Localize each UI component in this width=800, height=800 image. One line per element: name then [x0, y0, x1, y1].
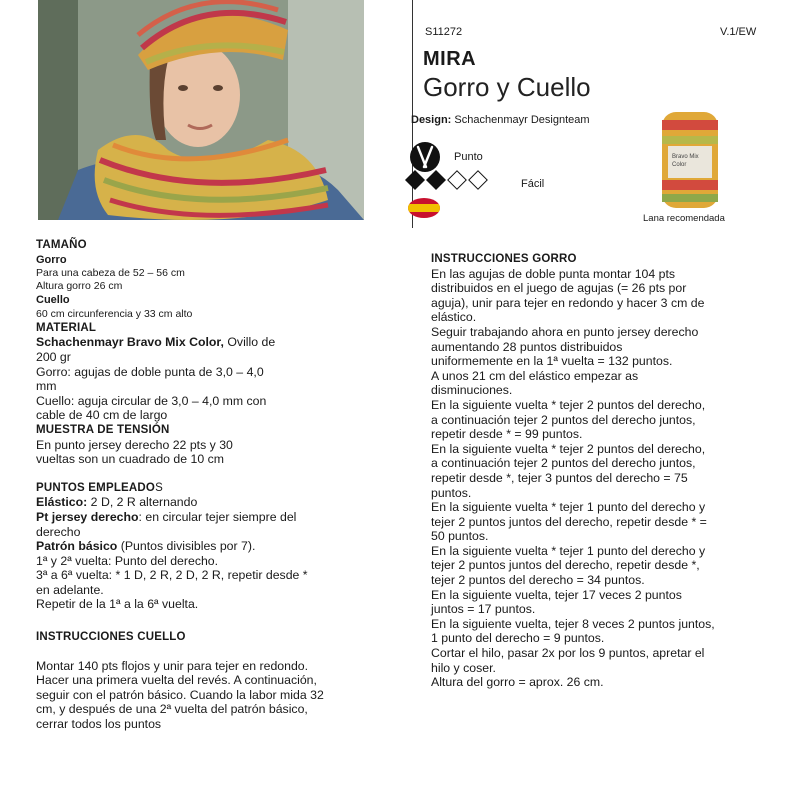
patron-line: en adelante.	[36, 582, 104, 597]
model-photo	[38, 0, 364, 220]
gorro-instruction-line: En la siguiente vuelta * tejer 2 puntos del derecho,	[431, 441, 706, 456]
cuello-instruction-line: Montar 140 pts flojos y unir para tejer en redondo.	[36, 658, 309, 673]
size-heading: TAMAÑO	[36, 239, 87, 251]
gorro-instruction-line: repetir desde *, tejer 3 puntos del derecho = 75	[431, 470, 688, 485]
gorro-instruction-line: En la siguiente vuelta * tejer 1 punto del derecho y	[431, 543, 706, 558]
material-gorro-cont: mm	[36, 379, 57, 394]
material-heading: MATERIAL	[36, 321, 97, 334]
pattern-code: S11272	[425, 26, 463, 38]
right-column	[431, 252, 776, 690]
gorro-instruction-line: a continuación tejer 2 puntos del derecho juntos,	[431, 412, 696, 427]
yarn-ball-image	[660, 110, 720, 210]
difficulty-diamond-icon	[447, 170, 467, 190]
difficulty-rating	[408, 173, 492, 187]
gauge-line: vueltas son un cuadrado de 10 cm	[36, 452, 224, 467]
material-cuello-cont: cable de 40 cm de largo	[36, 408, 168, 423]
gorro-instruction-line: 1 punto del derecho = 9 puntos.	[431, 631, 605, 646]
gorro-instruction-line: En la siguiente vuelta * tejer 1 punto del derecho y	[431, 500, 706, 515]
stitch-elastico	[36, 495, 371, 510]
cuello-instruction-line: Hacer una primera vuelta del revés. A continuación,	[36, 673, 317, 688]
svg-text:Color: Color	[672, 162, 687, 168]
gorro-instruction-line: 50 puntos.	[431, 529, 489, 544]
gorro-instruction-line: a continuación tejer 2 puntos del derecho juntos,	[431, 456, 696, 471]
stitches-heading-text: PUNTOS EMPLEADO	[36, 481, 156, 494]
stitch-jersey-name: Pt jersey derecho	[36, 509, 139, 524]
gauge-heading: MUESTRA DE TENSIÓN	[36, 423, 170, 436]
patron-line: 3ª a 6ª vuelta: * 1 D, 2 R, 2 D, 2 R, repetir desde *	[36, 568, 308, 583]
stitch-patron-name: Patrón básico	[36, 539, 118, 554]
left-column	[36, 238, 371, 732]
material-yarn-weight: 200 gr	[36, 349, 71, 364]
gorro-instruction-line: tejer 2 puntos juntos del derecho, repetir desde * =	[431, 514, 707, 529]
design-value: Schachenmayr Designteam	[454, 114, 590, 126]
stitch-elastico-name: Elástico:	[36, 495, 88, 510]
stitch-elastico-desc: 2 D, 2 R alternando	[87, 495, 198, 510]
gorro-instructions	[431, 267, 776, 690]
stitch-jersey-cont: derecho	[36, 524, 81, 539]
material-gorro: Gorro: agujas de doble punta de 3,0 – 4,0	[36, 364, 264, 379]
technique-label: Punto	[454, 151, 483, 163]
gorro-instruction-line: aumentando 28 puntos distribuidos	[431, 339, 623, 354]
gorro-instruction-line: En las agujas de doble punta montar 104 pts	[431, 266, 676, 281]
gorro-instructions-heading: INSTRUCCIONES GORRO	[431, 253, 577, 265]
stitch-patron	[36, 539, 371, 554]
gorro-instruction-line: tejer 2 puntos juntos del derecho, repetir desde *,	[431, 558, 700, 573]
svg-text:Bravo Mix: Bravo Mix	[672, 154, 699, 160]
stitches-heading	[36, 481, 371, 496]
material-yarn	[36, 335, 371, 350]
gorro-instruction-line: A unos 21 cm del elástico empezar as	[431, 368, 639, 383]
stitches-heading-end: S	[155, 481, 163, 494]
cuello-instructions-heading: INSTRUCCIONES CUELLO	[36, 631, 186, 644]
cuello-size-line: 60 cm circunferencia y 33 cm alto	[36, 307, 193, 320]
gorro-height-line: Altura gorro 26 cm	[36, 280, 123, 293]
gorro-size-label: Gorro	[36, 253, 67, 266]
gauge-line: En punto jersey derecho 22 pts y 30	[36, 437, 233, 452]
difficulty-diamond-icon	[405, 170, 425, 190]
gorro-instruction-line: repetir desde * = 99 puntos.	[431, 427, 583, 442]
cuello-instruction-line: cerrar todos los puntos	[36, 717, 162, 732]
gorro-instruction-line: En la siguiente vuelta, tejer 17 veces 2 puntos	[431, 587, 682, 602]
gorro-instruction-line: En la siguiente vuelta * tejer 2 puntos del derecho,	[431, 397, 706, 412]
design-credit	[411, 114, 590, 126]
knitting-needles-icon	[409, 141, 441, 173]
gorro-instruction-line: tejer 2 puntos del derecho = 34 puntos.	[431, 573, 645, 588]
gorro-instruction-line: uniformemente en la 1ª vuelta = 132 puntos.	[431, 354, 673, 369]
difficulty-diamond-icon	[468, 170, 488, 190]
stitch-patron-desc: (Puntos divisibles por 7).	[117, 539, 256, 554]
material-yarn-name: Schachenmayr Bravo Mix Color,	[36, 335, 224, 350]
patron-line: 1ª y 2ª vuelta: Punto del derecho.	[36, 553, 219, 568]
patron-line: Repetir de la 1ª a la 6ª vuelta.	[36, 597, 199, 612]
gorro-instruction-line: Cortar el hilo, pasar 2x por los 9 puntos, apretar el	[431, 646, 705, 661]
gorro-instruction-line: Altura del gorro = aprox. 26 cm.	[431, 675, 604, 690]
gorro-instruction-line: Seguir trabajando ahora en punto jersey derecho	[431, 324, 699, 339]
difficulty-label: Fácil	[521, 178, 545, 190]
yarn-caption: Lana recomendada	[643, 213, 725, 224]
cuello-size-label: Cuello	[36, 294, 70, 307]
stitch-jersey	[36, 510, 371, 525]
gorro-instruction-line: juntos = 17 puntos.	[431, 602, 536, 617]
gorro-instruction-line: En la siguiente vuelta, tejer 8 veces 2 puntos juntos,	[431, 616, 715, 631]
cuello-instruction-line: cm, y después de una 2ª vuelta del patrón básico,	[36, 702, 308, 717]
difficulty-diamond-icon	[426, 170, 446, 190]
pattern-name: MIRA	[423, 48, 477, 70]
gorro-instruction-line: elástico.	[431, 310, 477, 325]
material-yarn-rest: Ovillo de	[223, 335, 276, 350]
material-cuello: Cuello: aguja circular de 3,0 – 4,0 mm con	[36, 393, 267, 408]
version-label: V.1/EW	[720, 26, 757, 38]
gorro-instruction-line: disminuciones.	[431, 383, 513, 398]
cuello-instruction-line: seguir con el patrón básico. Cuando la labor mida 32	[36, 687, 324, 702]
gorro-instruction-line: aguja), unir para tejer en redondo y hacer 3 cm de	[431, 295, 705, 310]
gorro-instruction-line: puntos.	[431, 485, 472, 500]
gorro-instruction-line: hilo y coser.	[431, 660, 496, 675]
pattern-title: Gorro y Cuello	[423, 72, 591, 102]
spain-flag-icon	[408, 198, 440, 218]
stitch-jersey-desc: : en circular tejer siempre del	[138, 509, 297, 524]
gorro-instruction-line: distribuidos en el juego de agujas (= 26 pts por	[431, 281, 687, 296]
design-label: Design:	[411, 114, 452, 126]
gorro-size-line: Para una cabeza de 52 – 56 cm	[36, 267, 185, 280]
